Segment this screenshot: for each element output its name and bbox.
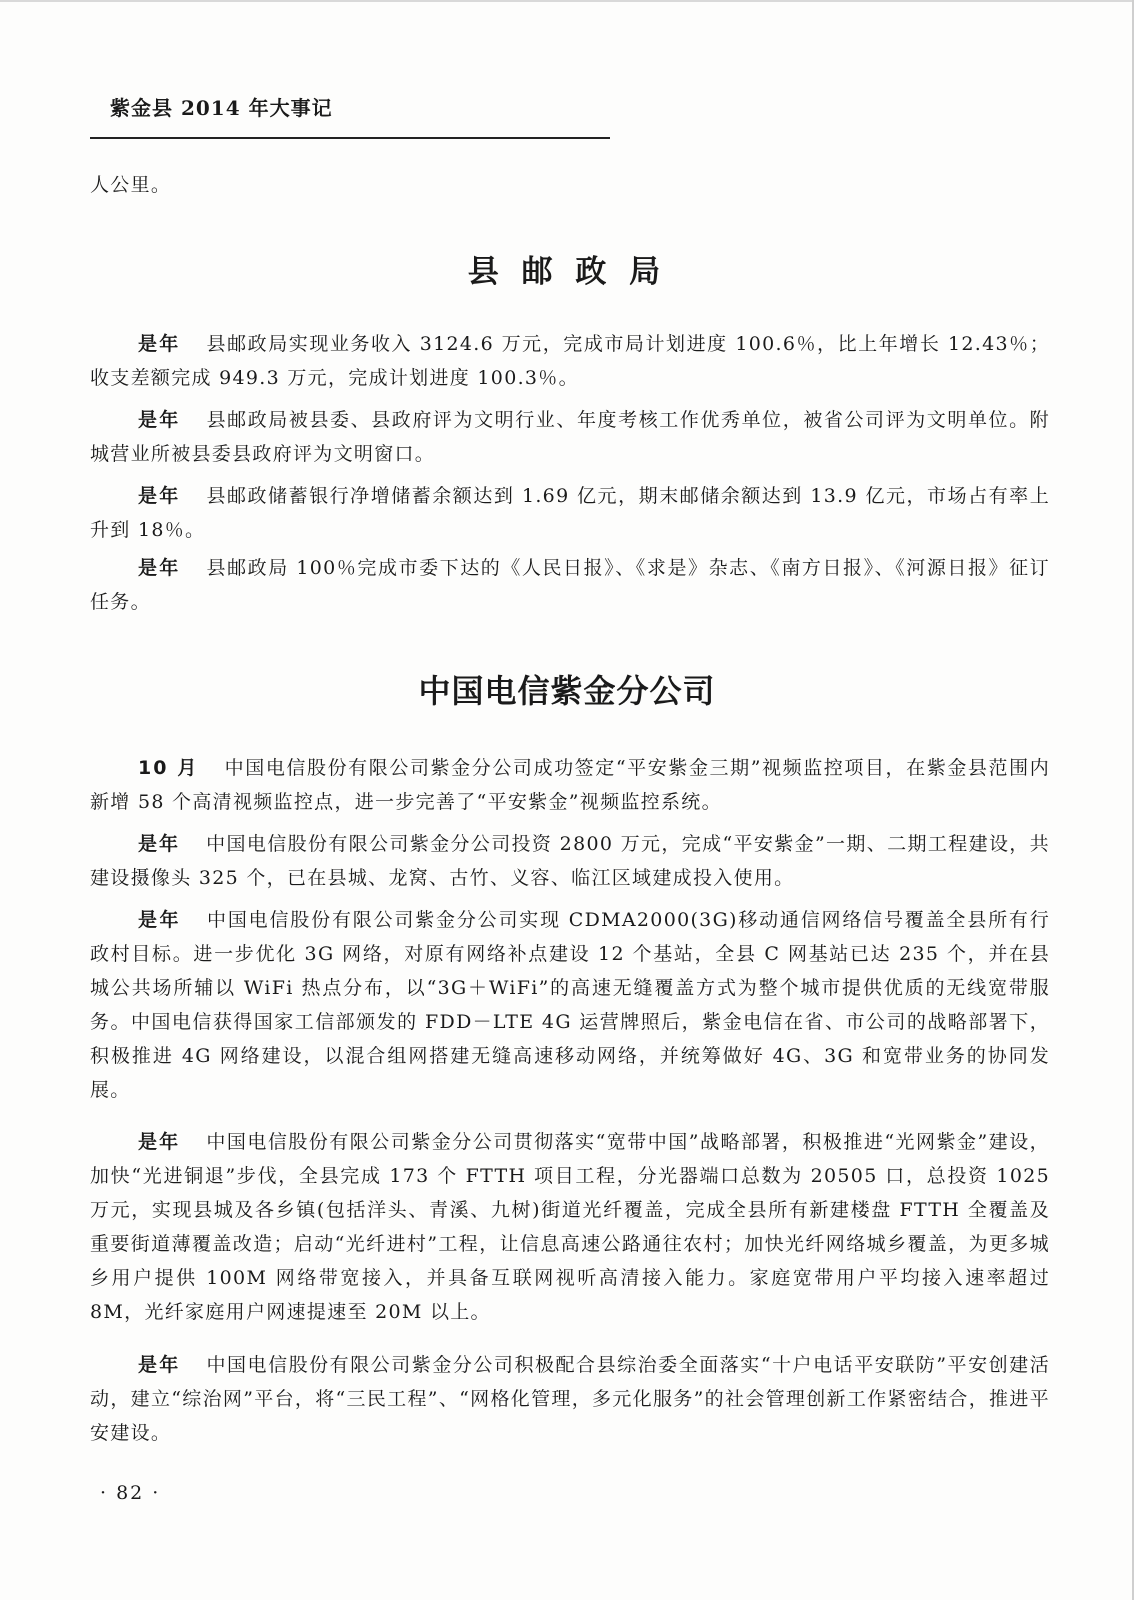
entry-postal-4 (90, 551, 1050, 619)
entry-lead: 10 月 (138, 757, 199, 779)
entry-lead: 是年 (138, 485, 181, 507)
entry-text: 中国电信股份有限公司紫金分公司投资 2800 万元，完成“平安紫金”一期、二期工程建设，共建设摄像头 325 个，已在县城、龙窝、古竹、义容、临江区域建成投入使用。 (90, 833, 1050, 889)
header-rule (90, 137, 610, 139)
entry-telecom-2 (90, 827, 1050, 895)
entry-text: 中国电信股份有限公司紫金分公司积极配合县综治委全面落实“十户电话平安联防”平安创建活动，建立“综治网”平台，将“三民工程”、“网格化管理，多元化服务”的社会管理创新工作紧密结合，推进平安建设。 (90, 1354, 1050, 1444)
entry-postal-3 (90, 479, 1050, 547)
entry-text: 县邮政储蓄银行净增储蓄余额达到 1.69 亿元，期末邮储余额达到 13.9 亿元，市场占有率上升到 18％。 (90, 485, 1050, 541)
entry-text: 县邮政局 100％完成市委下达的《人民日报》、《求是》杂志、《南方日报》、《河源日报》征订任务。 (90, 557, 1050, 613)
entry-postal-1 (90, 327, 1050, 395)
entry-text: 中国电信股份有限公司紫金分公司成功签定“平安紫金三期”视频监控项目，在紫金县范围内新增 58 个高清视频监控点，进一步完善了“平安紫金”视频监控系统。 (90, 757, 1050, 813)
entry-lead: 是年 (138, 409, 181, 431)
entry-text: 中国电信股份有限公司紫金分公司实现 CDMA2000(3G)移动通信网络信号覆盖全县所有行政村目标。进一步优化 3G 网络，对原有网络补点建设 12 个基站，全县 C 网基站已达 235 个，并在县城公共场所辅以 WiFi 热点分布，以“3G＋WiFi”的高速无缝覆盖方式为整个城市提供优质的无线宽带服务。中国电信获得国家工信部颁发的 FDD－LTE 4G 运营牌照后，紫金电信在省、市公司的战略部署下，积极推进 4G 网络建设，以混合组网搭建无缝高速移动网络，并统筹做好 4G、3G 和宽带业务的协同发展。 (90, 909, 1050, 1101)
entry-lead: 是年 (138, 557, 181, 579)
section-title-postal: 县 邮 政 局 (467, 254, 667, 290)
entry-text: 中国电信股份有限公司紫金分公司贯彻落实“宽带中国”战略部署，积极推进“光网紫金”建设，加快“光进铜退”步伐，全县完成 173 个 FTTH 项目工程，分光器端口总数为 20505 口，总投资 1025 万元，实现县城及各乡镇(包括洋头、青溪、九树)街道光纤覆盖，完成全县所有新建楼盘 FTTH 全覆盖及重要街道薄覆盖改造；启动“光纤进村”工程，让信息高速公路通往农村；加快光纤网络城乡覆盖，为更多城乡用户提供 100M 网络带宽接入，并具备互联网视听高清接入能力。家庭宽带用户平均接入速率超过 8M，光纤家庭用户网速提速至 20M 以上。 (90, 1131, 1050, 1323)
entry-lead: 是年 (138, 333, 181, 355)
running-header: 紫金县 2014 年大事记 (110, 96, 333, 120)
entry-telecom-5 (90, 1348, 1050, 1450)
entry-lead: 是年 (138, 909, 182, 931)
scan-edge (0, 0, 1134, 2)
section-title-telecom: 中国电信紫金分公司 (418, 672, 716, 710)
entry-telecom-4 (90, 1125, 1050, 1329)
continuation-text: 人公里。 (90, 174, 172, 196)
entry-postal-2 (90, 403, 1050, 471)
entry-telecom-1 (90, 751, 1050, 819)
entry-lead: 是年 (138, 833, 181, 855)
entry-lead: 是年 (138, 1131, 181, 1153)
entry-text: 县邮政局实现业务收入 3124.6 万元，完成市局计划进度 100.6％，比上年增长 12.43％；收支差额完成 949.3 万元，完成计划进度 100.3％。 (90, 333, 1050, 389)
entry-text: 县邮政局被县委、县政府评为文明行业、年度考核工作优秀单位，被省公司评为文明单位。附城营业所被县委县政府评为文明窗口。 (90, 409, 1050, 465)
entry-lead: 是年 (138, 1354, 181, 1376)
entry-telecom-3 (90, 903, 1050, 1107)
page-number: · 82 · (100, 1482, 161, 1504)
